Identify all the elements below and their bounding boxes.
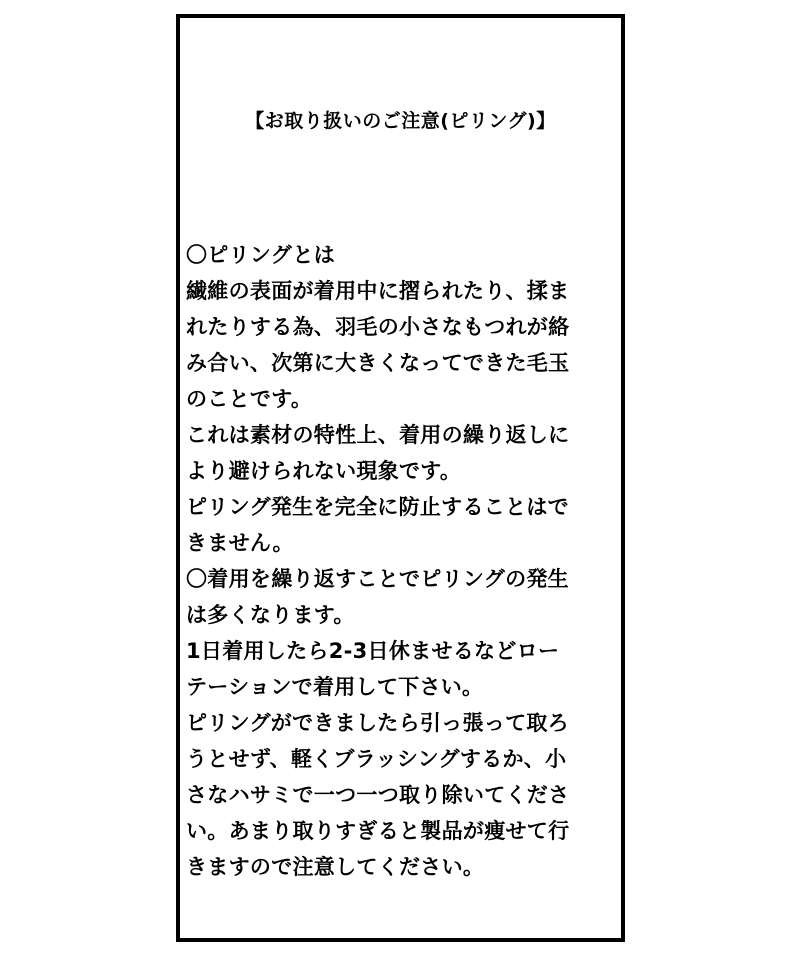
notice-line: より避けられない現象です。 — [186, 459, 462, 483]
notice-line: ピリングができましたら引っ張って取ろ — [186, 711, 569, 735]
notice-body — [186, 237, 622, 885]
notice-line: これは素材の特性上、着用の繰り返しに — [186, 423, 570, 447]
notice-line: は多くなります。 — [186, 603, 355, 627]
notice-line: み合い、次第に大きくなってできた毛玉 — [186, 351, 570, 375]
notice-line: ピリング発生を完全に防止することはで — [186, 495, 569, 519]
notice-line: 〇ピリングとは — [186, 243, 336, 267]
notice-line: 〇着用を繰り返すことでピリングの発生 — [186, 567, 569, 591]
notice-line: い。あまり取りすぎると製品が痩せて行 — [186, 819, 570, 843]
notice-line: きますので注意してください。 — [186, 855, 485, 879]
notice-line: テーションで着用して下さい。 — [186, 675, 484, 699]
notice-line: きません。 — [186, 531, 294, 555]
notice-frame — [176, 14, 625, 942]
notice-line: のことです。 — [186, 387, 313, 411]
notice-title: 【お取り扱いのご注意(ピリング)】 — [245, 110, 556, 132]
notice-line: さなハサミで一つ一つ取り除いてくださ — [186, 783, 570, 807]
notice-line: れたりする為、羽毛の小さなもつれが絡 — [186, 315, 570, 339]
notice-line: 1日着用したら2-3日休ませるなどロー — [186, 639, 560, 663]
notice-line: うとせず、軽くブラッシングするか、小 — [186, 747, 567, 771]
notice-line: 繊維の表面が着用中に摺られたり、揉ま — [186, 279, 570, 303]
